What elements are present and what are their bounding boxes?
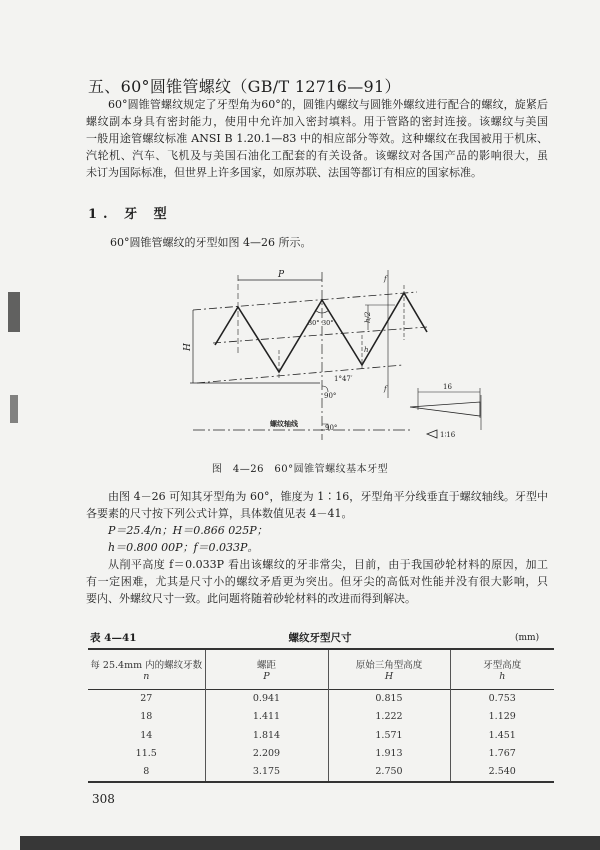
table-cell: 1.767 bbox=[450, 745, 554, 764]
text-line: 各要素的尺寸按下列公式计算，具体数值见表 4－41。 bbox=[86, 507, 353, 520]
text-line: 螺纹副本身具有密封能力，使用中允许加入密封填料。用于管路的密封连接。该螺纹与美国 bbox=[86, 115, 548, 128]
header-h-big bbox=[328, 649, 450, 689]
label-angle-left: 30° bbox=[308, 319, 320, 327]
header-text: H bbox=[384, 670, 394, 682]
label-taper-ratio: 1∶16 bbox=[440, 431, 456, 439]
header-n bbox=[88, 649, 205, 689]
table-cell: 14 bbox=[140, 729, 153, 741]
label-f-top: f bbox=[384, 275, 387, 283]
crest-line bbox=[193, 292, 417, 310]
header-text: h bbox=[499, 670, 506, 682]
pitch-line bbox=[213, 327, 427, 343]
table-cell: 18 bbox=[140, 711, 153, 723]
formula-line: h＝0.800 00P；f＝0.033P。 bbox=[108, 541, 259, 554]
figure-caption: 图 4—26 60°圆锥管螺纹基本牙型 bbox=[211, 464, 389, 475]
header-h bbox=[450, 649, 554, 689]
table-row bbox=[88, 763, 554, 782]
table-cell: 1.913 bbox=[328, 745, 450, 764]
section-title: 五、60°圆锥管螺纹（GB/T 12716—91） bbox=[88, 77, 401, 96]
header-text: P bbox=[263, 670, 270, 682]
table-row bbox=[88, 708, 554, 727]
table-unit: (mm) bbox=[515, 633, 540, 643]
table-cell: 0.941 bbox=[205, 689, 328, 708]
table-cell: 2.209 bbox=[205, 745, 328, 764]
formula-line: P＝25.4/n；H＝0.866 025P； bbox=[108, 524, 268, 537]
page-number: 308 bbox=[92, 792, 115, 806]
table-row bbox=[88, 689, 554, 708]
table-cell: 1.451 bbox=[450, 726, 554, 745]
table-title: 螺纹牙型尺寸 bbox=[288, 632, 352, 644]
taper-symbol bbox=[427, 430, 437, 438]
text-line: 汽轮机、汽车、飞机及与美国石油化工配套的有关设备。该螺纹对各国产品的影响很大，虽 bbox=[86, 149, 548, 162]
table-header-row bbox=[88, 649, 554, 689]
label-angle-right: 30° bbox=[322, 319, 334, 327]
table-cell: 11.5 bbox=[135, 748, 157, 760]
table-cell: 8 bbox=[143, 766, 150, 778]
subsection-title: 1. 牙 型 bbox=[88, 207, 173, 222]
label-right-angle-1: 90° bbox=[324, 392, 337, 400]
table-row bbox=[88, 745, 554, 764]
table-cell: 1.129 bbox=[450, 708, 554, 727]
text-line: 60°圆锥管螺纹规定了牙型角为60°的，圆锥内螺纹与圆锥外螺纹进行配合的螺纹，旋紧后 bbox=[108, 98, 548, 111]
label-thread-axis: 螺纹轴线 bbox=[270, 419, 298, 428]
header-text: 每 25.4mm 内的螺纹牙数 bbox=[90, 659, 203, 671]
label-h: H bbox=[183, 343, 193, 351]
label-taper-angle: 1°47′ bbox=[334, 375, 353, 383]
table-cell: 27 bbox=[140, 693, 153, 704]
text-line: 要内、外螺纹尺寸一致。此问题将随着砂轮材料的改进而得到解决。 bbox=[86, 592, 416, 605]
table-cell: 0.815 bbox=[328, 689, 450, 708]
paragraph-2 bbox=[86, 488, 548, 607]
label-p: P bbox=[278, 270, 285, 280]
table-cell: 3.175 bbox=[205, 763, 328, 782]
label-taper-length: 16 bbox=[443, 383, 452, 391]
table-cell: 1.222 bbox=[328, 708, 450, 727]
root-line bbox=[197, 365, 403, 383]
text-line: 由图 4－26 可知其牙型角为 60°，锥度为 1∶16，牙型角平分线垂直于螺纹轴线。牙型中 bbox=[108, 490, 548, 503]
label-h-half: h/2 bbox=[364, 311, 372, 323]
header-text: 螺距 bbox=[256, 659, 276, 671]
header-text: 牙型高度 bbox=[483, 659, 522, 671]
text-line: 未订为国际标准，但世界上许多国家，如原苏联、法国等都订有相应的国家标准。 bbox=[86, 166, 482, 179]
label-f-bottom: f bbox=[384, 385, 387, 393]
header-text: n bbox=[143, 670, 150, 682]
label-right-angle-2: 90° bbox=[325, 424, 338, 432]
label-h-small: h bbox=[364, 346, 369, 354]
text-line: 从削平高度 f＝0.033P 看出该螺纹的牙非常尖，目前，由于我国砂轮材料的原因，加工 bbox=[108, 558, 548, 571]
table-cell: 2.750 bbox=[328, 763, 450, 782]
table-cell: 1.571 bbox=[328, 726, 450, 745]
figure-intro: 60°圆锥管螺纹的牙型如图 4—26 所示。 bbox=[110, 236, 312, 249]
table-cell: 2.540 bbox=[450, 763, 554, 782]
text-line: 一般用途管螺纹标准 ANSI B 1.20.1—83 中的相应部分等效。这种螺纹在我国被用于机床、 bbox=[86, 132, 548, 145]
table-cell: 1.411 bbox=[205, 708, 328, 727]
table-cell: 0.753 bbox=[450, 689, 554, 708]
thread-profile bbox=[215, 293, 427, 372]
scan-bottom-edge bbox=[20, 836, 600, 850]
header-text: 原始三角型高度 bbox=[355, 659, 423, 671]
header-p bbox=[205, 649, 328, 689]
taper-wedge bbox=[410, 402, 480, 416]
thread-dimensions-table bbox=[88, 648, 554, 783]
table-row bbox=[88, 726, 554, 745]
table-number: 表 4—41 bbox=[90, 632, 137, 644]
text-line: 有一定困难，尤其是尺寸小的螺纹矛盾更为突出。但牙尖的高低对性能并没有很大影响，只 bbox=[86, 575, 548, 588]
table-cell: 1.814 bbox=[205, 726, 328, 745]
